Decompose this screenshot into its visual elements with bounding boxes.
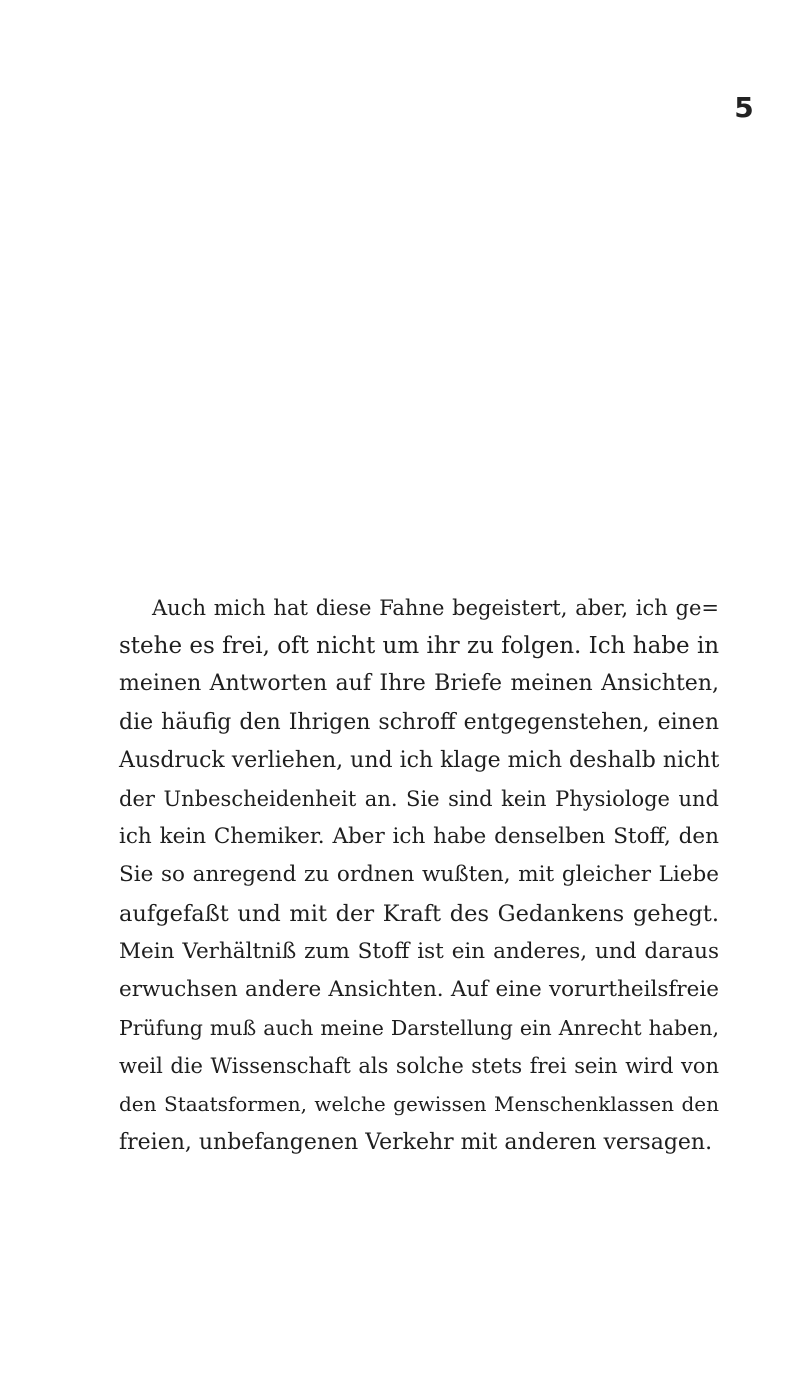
text-line: aufgefaßt und mit der Kraft des Gedankens gehegt.: [119, 900, 719, 927]
text-line: Sie so anregend zu ordnen wußten, mit gleicher Liebe: [119, 862, 719, 888]
text-line: freien, unbefangenen Verkehr mit anderen versagen.: [119, 1129, 713, 1155]
text-line: erwuchsen andere Ansichten. Auf eine vorurtheilsfreie: [119, 976, 719, 1002]
text-line: den Staatsformen, welche gewissen Menschenklassen den: [119, 1092, 719, 1117]
text-line: der Unbescheidenheit an. Sie sind kein Physiologe und: [119, 786, 719, 811]
text-line: Mein Verhältniß zum Stoff ist ein anderes, und daraus: [119, 938, 719, 964]
text-line: stehe es frei, oft nicht um ihr zu folgen. Ich habe in: [119, 633, 720, 660]
text-line: Prüfung muß auch meine Darstellung ein Anrecht haben,: [119, 1016, 719, 1041]
text-line: die häufig den Ihrigen schroff entgegenstehen, einen: [119, 709, 719, 735]
text-line: ich kein Chemiker. Aber ich habe denselben Stoff, den: [119, 824, 719, 850]
text-line: Ausdruck verliehen, und ich klage mich deshalb nicht: [119, 747, 720, 773]
body-paragraph: [119, 589, 719, 1162]
page-number: 5: [734, 91, 754, 124]
text-line: weil die Wissenschaft als solche stets frei sein wird von: [119, 1054, 719, 1079]
text-line: meinen Antworten auf Ihre Briefe meinen Ansichten,: [119, 671, 719, 697]
text-line: Auch mich hat diese Fahne begeistert, aber, ich ge=: [152, 596, 719, 620]
